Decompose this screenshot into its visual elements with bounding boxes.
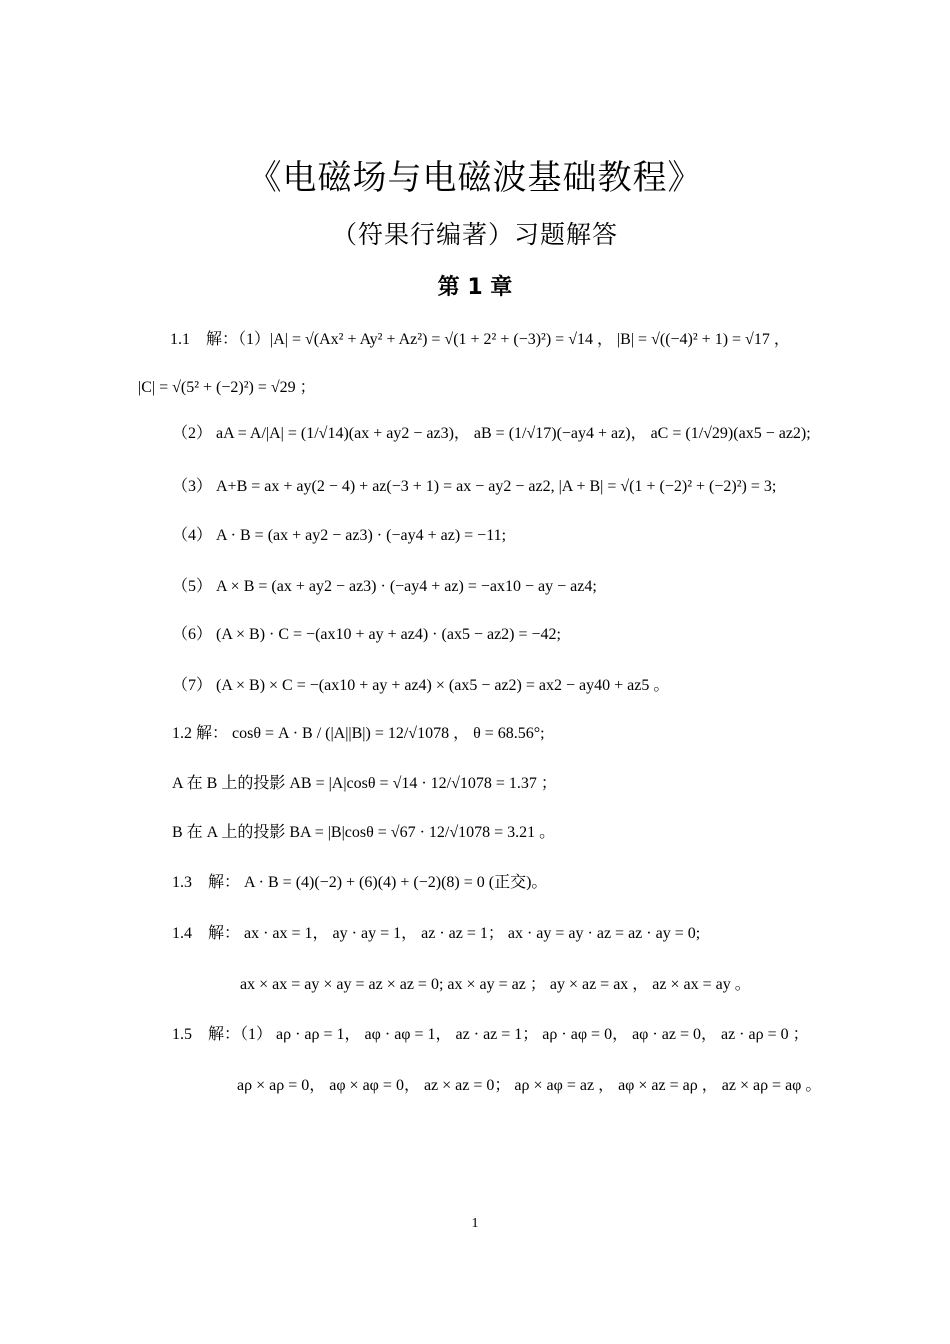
solution-line: 1.2 解： cosθ = A · B / (|A||B|) = 12/√1078 ， θ = 68.56°;: [172, 725, 545, 742]
solution-line: （5） A × B = (ax + ay2 − az3) · (−ay4 + az) = −ax10 − ay − az4;: [172, 578, 597, 595]
solution-line: （3） A+B = ax + ay(2 − 4) + az(−3 + 1) = ax − ay2 − az2, |A + B| = √(1 + (−2)² + (−2)²) = 3;: [172, 478, 777, 495]
solution-line: （4） A · B = (ax + ay2 − az3) · (−ay4 + az) = −11;: [172, 527, 507, 544]
solution-line: （6） (A × B) · C = −(ax10 + ay + az4) · (ax5 − az2) = −42;: [172, 626, 561, 643]
solution-line: 1.5 解：（1） aρ · aρ = 1， aφ · aφ = 1， az · az = 1； aρ · aφ = 0， aφ · az = 0， az · aρ = 0 ；: [172, 1026, 809, 1043]
solution-line: （2） aA = A/|A| = (1/√14)(ax + ay2 − az3)， aB = (1/√17)(−ay4 + az)， aC = (1/√29)(ax5 − az2);: [172, 425, 811, 442]
solution-line: |C| = √(5² + (−2)²) = √29 ；: [138, 379, 316, 396]
solution-line: aρ × aρ = 0， aφ × aφ = 0， az × az = 0； aρ × aφ = az ， aφ × az = aρ ， az × aρ = aφ 。: [237, 1077, 822, 1094]
solution-line: B 在 A 上的投影 BA = |B|cosθ = √67 · 12/√1078 = 3.21 。: [172, 824, 556, 841]
page-number: 1: [471, 1216, 479, 1231]
book-title: 《电磁场与电磁波基础教程》: [247, 158, 703, 198]
book-subtitle: （符果行编著）习题解答: [331, 220, 618, 249]
solution-line: A 在 B 上的投影 AB = |A|cosθ = √14 · 12/√1078 = 1.37 ；: [172, 775, 557, 792]
solution-line: 1.3 解： A · B = (4)(−2) + (6)(4) + (−2)(8) = 0 (正交)。: [172, 874, 548, 891]
solution-line: ax × ax = ay × ay = az × az = 0; ax × ay = az ； ay × az = ax ， az × ax = ay 。: [240, 976, 751, 993]
solution-line: 1.4 解： ax · ax = 1， ay · ay = 1， az · az = 1； ax · ay = ay · az = az · ay = 0;: [172, 925, 701, 942]
solution-line: （7） (A × B) × C = −(ax10 + ay + az4) × (ax5 − az2) = ax2 − ay40 + az5 。: [172, 677, 670, 694]
chapter-heading: 第 1 章: [437, 275, 513, 300]
solution-line: 1.1 解：（1）|A| = √(Ax² + Ay² + Az²) = √(1 + 2² + (−3)²) = √14 ， |B| = √((−4)² + 1) = √17 ，: [170, 331, 790, 348]
